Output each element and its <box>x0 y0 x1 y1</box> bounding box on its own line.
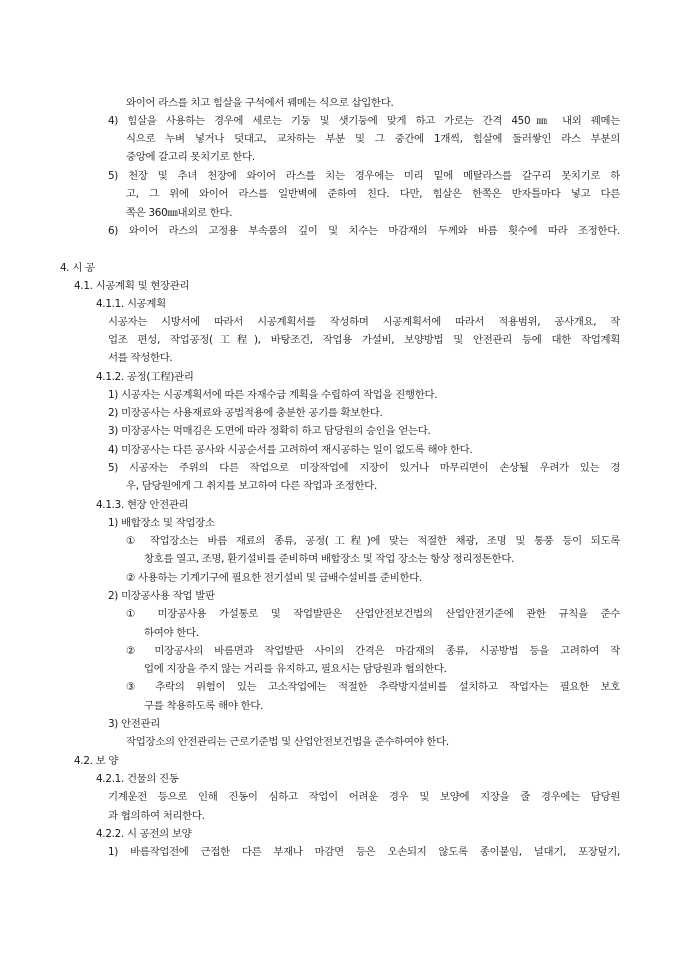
text-line: 업에 지장을 주지 않는 거리를 유지하고, 필요시는 담당원과 협의한다. <box>144 663 447 675</box>
section-heading: 4.1. 시공계획 및 현장관리 <box>74 280 190 292</box>
list-item: 2) 미장공사용 작업 발판 <box>108 590 215 602</box>
text-line: 과 협의하여 처리한다. <box>108 810 205 822</box>
section-heading: 4.2. 보 양 <box>74 755 119 767</box>
list-item: ① 미장공사용 가설통로 및 작업발판은 산업안전보건법의 산업안전기준에 관한 규칙을 준수 <box>126 608 620 620</box>
section-heading: 4. 시 공 <box>60 262 95 274</box>
text-line: 식으로 누벼 넣거나 덧대고, 교차하는 부분 및 그 중간에 1개씩, 힘살에 둘러쌓인 라스 부분의 <box>126 133 620 145</box>
text-line: 업조 편성, 작업공정(工程), 바탕조건, 작업용 가설비, 보양방법 및 안전관리 등에 대한 작업계획 <box>108 334 620 346</box>
list-item: ③ 추락의 위험이 있는 고소작업에는 적절한 추락방지설비를 설치하고 작업자는 필요한 보호 <box>126 681 620 693</box>
list-item: 6) 와이어 라스의 고정용 부속품의 깊이 및 치수는 마감재의 두께와 바름 횟수에 따라 조정한다. <box>108 225 620 237</box>
text-line: 구를 착용하도록 해야 한다. <box>144 700 264 712</box>
subsection-heading: 4.2.2. 시 공전의 보양 <box>96 828 192 840</box>
text-line: 우, 담당원에게 그 취지를 보고하여 다른 작업과 조정한다. <box>126 480 377 492</box>
subsection-heading: 4.2.1. 건물의 진동 <box>96 773 179 785</box>
text-line: 작업장소의 안전관리는 근로기준법 및 산업안전보건법을 준수하여야 한다. <box>126 736 449 748</box>
list-item: ② 사용하는 기계기구에 필요한 전기설비 및 급배수설비를 준비한다. <box>126 572 422 584</box>
subsection-heading: 4.1.3. 현장 안전관리 <box>96 499 189 511</box>
list-item: 4) 힘살을 사용하는 경우에 세로는 기둥 및 샛기둥에 맞게 하고 가로는 간격 450㎜ 내외 꿰메는 <box>108 115 620 127</box>
text-line: 하여야 한다. <box>144 627 199 639</box>
text-line: 중앙에 갈고리 못치기로 한다. <box>126 151 255 163</box>
text-line: 고, 그 위에 와이어 라스를 일반벽에 준하여 친다. 다만, 힘살은 한쪽은 반자틀마다 넣고 다른 <box>126 188 620 200</box>
text-line: 시공자는 시방서에 따라서 시공계획서를 작성하며 시공계획서에 따라서 적용범위, 공사개요, 작 <box>108 316 620 328</box>
subsection-heading: 4.1.2. 공정(工程)관리 <box>96 371 194 383</box>
list-item: ② 미장공사의 바름면과 작업발판 사이의 간격은 마감재의 종류, 시공방법 등을 고려하여 작 <box>126 645 620 657</box>
list-item: 1) 배합장소 및 작업장소 <box>108 517 215 529</box>
text-line: 서를 작성한다. <box>108 352 173 364</box>
list-item: ① 작업장소는 바름 재료의 종류, 공정(工程)에 맞는 적절한 채광, 조명 및 통풍 등이 되도록 <box>126 535 620 547</box>
subsection-heading: 4.1.1. 시공계획 <box>96 298 166 310</box>
list-item: 3) 안전관리 <box>108 718 161 730</box>
list-item: 5) 천장 및 추녀 천장에 와이어 라스를 치는 경우에는 미리 밑에 메탈라스를 갈구리 못치기로 하 <box>108 170 620 182</box>
list-item: 5) 시공자는 주위의 다른 작업으로 미장작업에 지장이 있거나 마무리면이 손상될 우려가 있는 경 <box>108 462 620 474</box>
text-line: 와이어 라스를 치고 힘살을 구석에서 꿰메는 식으로 삽입한다. <box>126 97 394 109</box>
text-line: 쪽은 360㎜내외로 한다. <box>126 207 233 219</box>
list-item: 4) 미장공사는 다른 공사와 시공순서를 고려하여 재시공하는 일이 없도록 해야 한다. <box>108 444 473 456</box>
list-item: 1) 바름작업전에 근접한 다른 부재나 마감면 등은 오손되지 않도록 종이붙임, 널대기, 포장덮기, <box>108 846 620 858</box>
list-item: 2) 미장공사는 사용재료와 공법적용에 충분한 공기를 확보한다. <box>108 407 383 419</box>
text-line: 창호를 열고, 조명, 환기설비를 준비하며 배합장소 및 작업 장소는 항상 정리정돈한다. <box>144 553 515 565</box>
text-line: 기계운전 등으로 인해 진동이 심하고 작업이 어려운 경우 및 보양에 지장을 줄 경우에는 담당원 <box>108 791 620 803</box>
list-item: 1) 시공자는 시공계획서에 따른 자재수급 계획을 수립하여 작업을 진행한다. <box>108 389 438 401</box>
list-item: 3) 미장공사는 먹매김은 도면에 따라 정확히 하고 담당원의 승인을 얻는다. <box>108 425 431 437</box>
